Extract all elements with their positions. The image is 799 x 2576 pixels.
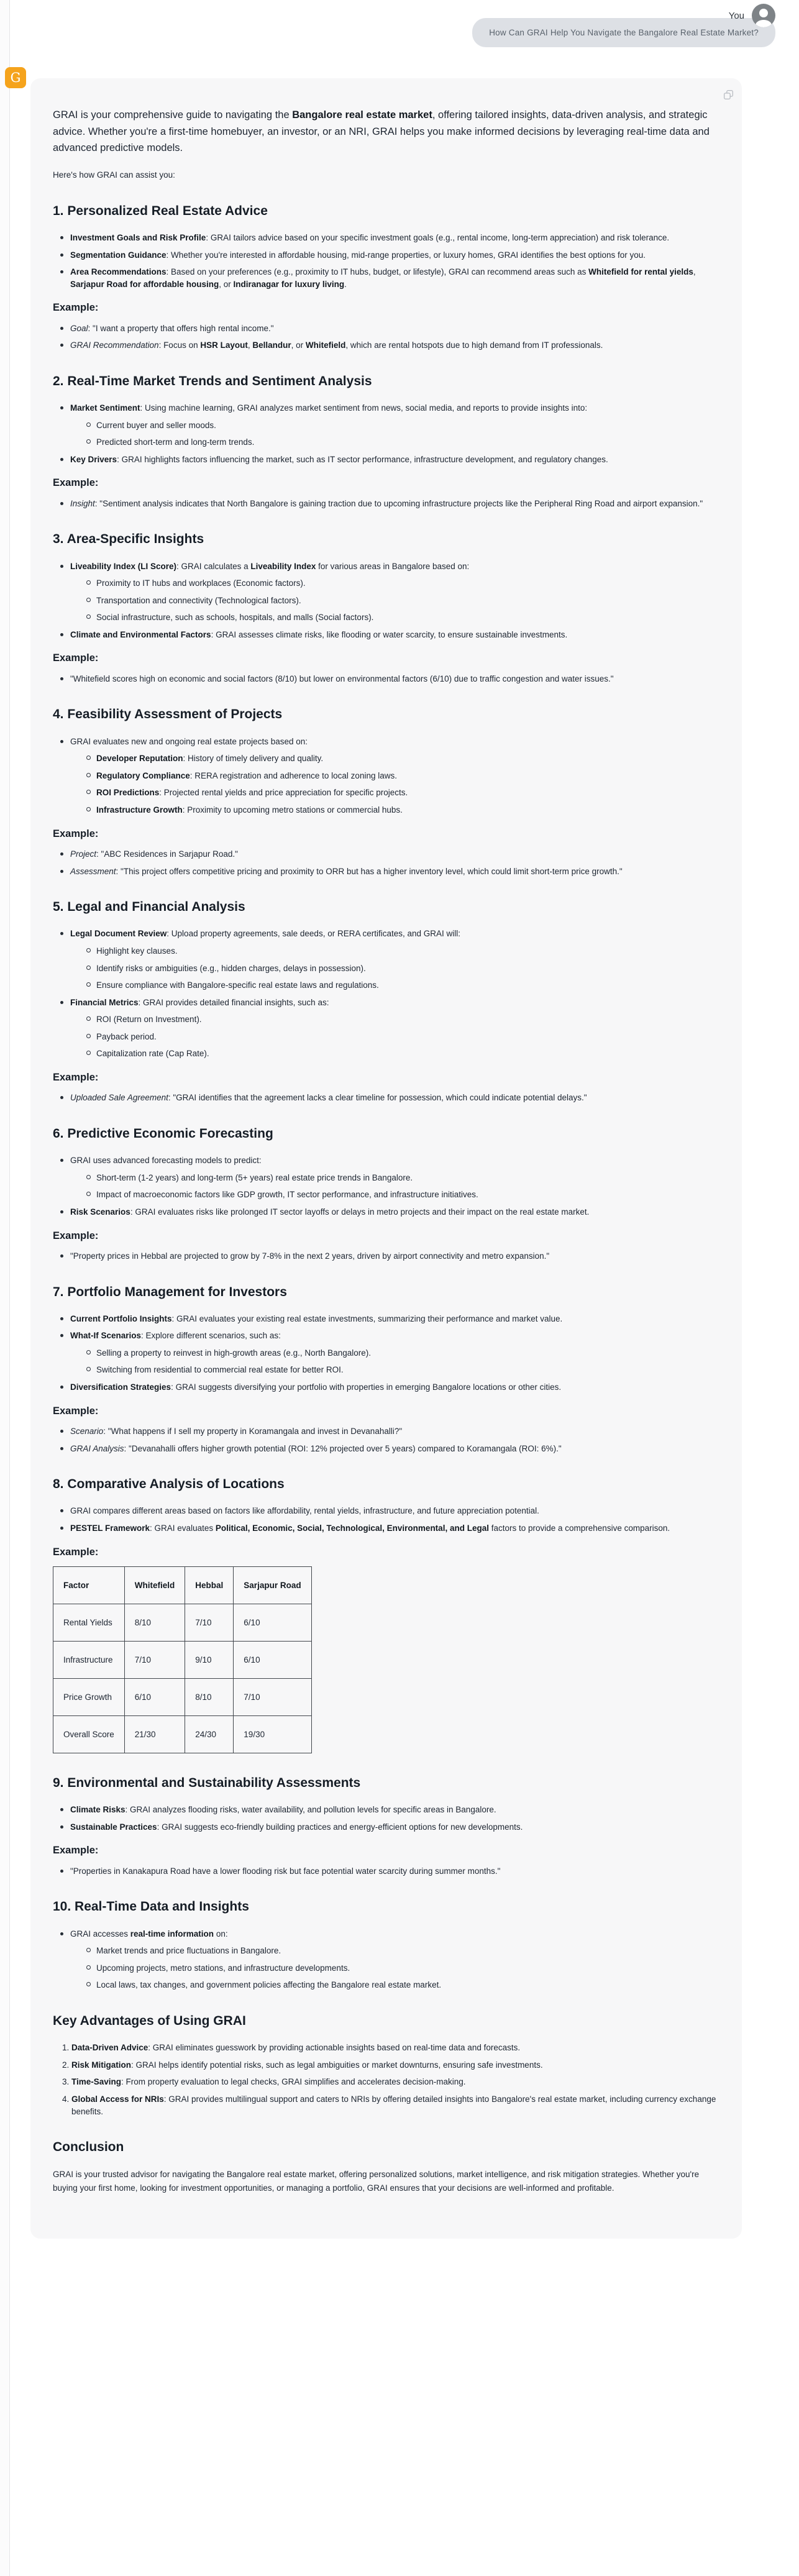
example-label: Example:	[53, 1845, 99, 1857]
bullet-list-level-2	[70, 419, 719, 449]
text-run: GRAI accesses	[70, 1929, 130, 1939]
text-run: GRAI compares different areas based on factors like affordability, rental yields, infrastructure, and future appreciation potential.	[70, 1506, 539, 1516]
list-item	[70, 249, 719, 262]
example-label: Example:	[53, 1230, 99, 1241]
text-run: Assessment	[70, 866, 116, 876]
bullet-list-level-1	[53, 560, 719, 641]
assistant-message	[0, 70, 799, 2239]
text-run: Project	[70, 849, 97, 859]
comparison-table	[53, 1566, 312, 1753]
text-run: Global Access for NRIs	[71, 2094, 164, 2104]
list-item	[96, 752, 719, 765]
text-run: Data-Driven Advice	[71, 2043, 148, 2053]
text-run: Market trends and price fluctuations in Bangalore.	[96, 1946, 281, 1956]
list-item	[96, 1945, 719, 1957]
list-item	[96, 1347, 719, 1359]
advantage-item	[71, 2059, 719, 2071]
text-run: : GRAI evaluates risks like prolonged IT sector layoffs or delays in metro projects and their impact on the real estate market.	[130, 1207, 590, 1217]
text-run: : GRAI helps identify potential risks, such as legal ambiguities or market downturns, ensuring safe investments.	[131, 2060, 543, 2070]
text-run: "Property prices in Hebbal are projected to grow by 7-8% in the next 2 years, driven by airport connectivity and metro expansion."	[70, 1251, 550, 1261]
text-run: Time-Saving	[71, 2077, 122, 2087]
bullet-list-level-2	[70, 1945, 719, 1991]
bullet-list-level-2	[70, 945, 719, 992]
list-item	[70, 560, 719, 624]
text-run: : GRAI eliminates guesswork by providing actionable insights based on real-time data and forecasts.	[148, 2043, 521, 2053]
table-cell: Infrastructure	[53, 1642, 125, 1679]
example-label: Example:	[53, 477, 99, 489]
list-item	[70, 673, 719, 685]
bullet-list-level-2	[70, 752, 719, 816]
text-run: Switching from residential to commercial real estate for better ROI.	[96, 1365, 344, 1375]
text-run: Risk Scenarios	[70, 1207, 130, 1217]
text-run: : History of timely delivery and quality.	[183, 754, 324, 764]
list-item	[96, 1172, 719, 1184]
text-run: ,	[693, 267, 696, 277]
text-run: Social infrastructure, such as schools, hospitals, and malls (Social factors).	[96, 613, 374, 623]
list-item	[96, 1979, 719, 1991]
table-row	[53, 1716, 312, 1753]
user-label: You	[728, 10, 744, 21]
bullet-list-level-1	[53, 1865, 719, 1878]
text-run: Key Drivers	[70, 454, 117, 464]
text-run: Area Recommendations	[70, 267, 167, 277]
list-item	[96, 979, 719, 992]
grai-avatar	[5, 67, 26, 88]
list-item	[96, 419, 719, 432]
assistant-response-card	[30, 78, 742, 2239]
intro-paragraph	[53, 107, 719, 157]
text-run: Whitefield for rental yields	[588, 267, 693, 277]
list-item	[70, 928, 719, 991]
list-item	[70, 402, 719, 449]
text-run: : GRAI evaluates	[150, 1523, 216, 1533]
list-item	[70, 1154, 719, 1201]
text-run: : "ABC Residences in Sarjapur Road."	[96, 849, 238, 859]
text-run: : Using machine learning, GRAI analyzes market sentiment from news, social media, and reports to provide insights into:	[140, 403, 588, 413]
text-run: Investment Goals and Risk Profile	[70, 233, 206, 243]
section-heading: 10. Real-Time Data and Insights	[53, 1899, 249, 1914]
list-item	[96, 1013, 719, 1026]
text-run: Developer Reputation	[96, 754, 183, 764]
list-item	[70, 322, 719, 335]
section-heading: 5. Legal and Financial Analysis	[53, 900, 245, 915]
text-run: Segmentation Guidance	[70, 250, 167, 260]
text-run: Transportation and connectivity (Technological factors).	[96, 595, 301, 605]
bullet-list-level-1	[53, 1154, 719, 1218]
list-item	[70, 629, 719, 641]
text-run: : "Sentiment analysis indicates that North Bangalore is gaining traction due to upcoming infrastructure projects like the Peripheral Ring Road and airport expansion."	[94, 498, 703, 508]
bullet-list-level-2	[70, 577, 719, 624]
text-run: , or	[291, 340, 306, 350]
text-run: : Projected rental yields and price appreciation for specific projects.	[159, 788, 408, 798]
text-run: GRAI is your trusted advisor for navigating the Bangalore real estate market, offering personalized solutions, market intelligence, and risk mitigation strategies. Whether you're buying your first home, looking for investment opportunities, or managing a portfolio, GRAI ensures that your decisions are well-informed and profitable.	[53, 2170, 700, 2193]
text-run: HSR Layout	[200, 340, 248, 350]
table-cell: 8/10	[185, 1679, 234, 1716]
text-run: : GRAI highlights factors influencing the market, such as IT sector performance, infrastructure development, and regulatory changes.	[117, 454, 608, 464]
text-run: Whitefield	[305, 340, 346, 350]
table-row	[53, 1604, 312, 1642]
list-item	[70, 1092, 719, 1104]
text-run: , or	[219, 279, 234, 289]
text-run: .	[344, 279, 347, 289]
user-message-header	[0, 4, 799, 27]
text-run: Indiranagar for luxury living	[233, 279, 345, 289]
person-icon	[756, 20, 772, 27]
bullet-list-level-1	[53, 1928, 719, 1991]
bullet-list-level-1	[53, 402, 719, 465]
text-run: : From property evaluation to legal checks, GRAI simplifies and accelerates decision-making.	[121, 2077, 466, 2087]
section-heading: 8. Comparative Analysis of Locations	[53, 1477, 285, 1492]
text-run: Short-term (1-2 years) and long-term (5+ years) real estate price trends in Bangalore.	[96, 1172, 413, 1182]
bullet-list-level-1	[53, 1505, 719, 1534]
bullet-list-level-1	[53, 498, 719, 510]
list-item	[70, 454, 719, 466]
text-run: Political, Economic, Social, Technological, Environmental, and Legal	[215, 1523, 489, 1533]
list-item	[70, 1804, 719, 1816]
text-run: Local laws, tax changes, and government policies affecting the Bangalore real estate market.	[96, 1980, 442, 1990]
bullet-list-level-1	[53, 1313, 719, 1394]
text-run: "Properties in Kanakapura Road have a lower flooding risk but face potential water scarcity during summer months."	[70, 1866, 501, 1876]
text-run: real-time information	[130, 1929, 214, 1939]
table-cell: Rental Yields	[53, 1604, 125, 1642]
advantage-item	[71, 2093, 719, 2117]
table-header-cell: Hebbal	[185, 1567, 234, 1604]
text-run: GRAI evaluates new and ongoing real estate projects based on:	[70, 736, 308, 746]
bullet-list-level-1	[53, 322, 719, 352]
list-item	[70, 997, 719, 1060]
list-item	[96, 577, 719, 590]
text-run: : GRAI tailors advice based on your specific investment goals (e.g., rental income, long-term appreciation) and risk tolerance.	[206, 233, 670, 243]
table-cell: Overall Score	[53, 1716, 125, 1753]
section-heading: 2. Real-Time Market Trends and Sentiment Analysis	[53, 373, 372, 388]
text-run: factors to provide a comprehensive comparison.	[488, 1523, 670, 1533]
list-item	[70, 1522, 719, 1535]
assist-line: Here's how GRAI can assist you:	[53, 170, 175, 180]
grai-avatar-letter: G	[10, 70, 21, 85]
text-run: ROI (Return on Investment).	[96, 1015, 202, 1025]
text-run: What-If Scenarios	[70, 1331, 142, 1341]
text-run: "Whitefield scores high on economic and social factors (8/10) but lower on environmental factors (6/10) due to traffic congestion and water issues."	[70, 674, 614, 683]
user-avatar	[752, 4, 775, 27]
bullet-list-level-1	[53, 232, 719, 290]
text-run: Legal Document Review	[70, 929, 167, 939]
text-run: : GRAI evaluates your existing real estate investments, summarizing their performance and market value.	[171, 1313, 563, 1323]
table-header-cell: Whitefield	[124, 1567, 185, 1604]
list-item	[70, 1206, 719, 1218]
text-run: Uploaded Sale Agreement	[70, 1093, 168, 1103]
list-item	[70, 1865, 719, 1878]
list-item	[96, 1189, 719, 1201]
section-heading: 7. Portfolio Management for Investors	[53, 1284, 287, 1299]
example-label: Example:	[53, 652, 99, 664]
text-run: : Whether you're interested in affordable housing, mid-range properties, or luxury homes, GRAI identifies the best options for you.	[166, 250, 646, 260]
list-item	[96, 770, 719, 782]
text-run: PESTEL Framework	[70, 1523, 150, 1533]
example-label: Example:	[53, 1071, 99, 1083]
user-message-text: How Can GRAI Help You Navigate the Bangalore Real Estate Market?	[489, 28, 759, 37]
text-run: ,	[247, 340, 253, 350]
text-run: : Proximity to upcoming metro stations or commercial hubs.	[182, 805, 403, 815]
text-run: GRAI Recommendation	[70, 340, 159, 350]
text-run: , offering tailored insights, data-driven analysis, and strategic advice. Whether you're a first-time homebuyer, an investor, or an NRI, GRAI helps you make informed decisions by leveraging real-time data and advanced predictive models.	[53, 109, 710, 154]
section-heading: 1. Personalized Real Estate Advice	[53, 203, 268, 218]
table-cell: 6/10	[124, 1679, 185, 1716]
list-item	[70, 1330, 719, 1376]
table-cell: 7/10	[185, 1604, 234, 1642]
text-run: Risk Mitigation	[71, 2060, 132, 2070]
table-row	[53, 1679, 312, 1716]
table-cell: 7/10	[234, 1679, 311, 1716]
bullet-list-level-1	[53, 1250, 719, 1263]
conclusion-paragraph	[53, 2168, 719, 2195]
text-run: Climate and Environmental Factors	[70, 629, 211, 639]
list-item	[96, 1364, 719, 1376]
text-run: Payback period.	[96, 1031, 157, 1041]
list-item	[96, 945, 719, 957]
bullet-list-level-1	[53, 736, 719, 816]
bullet-list-level-1	[53, 673, 719, 685]
list-item	[96, 962, 719, 975]
table-cell: 21/30	[124, 1716, 185, 1753]
text-run: : GRAI assesses climate risks, like flooding or water scarcity, to ensure sustainable investments.	[211, 629, 568, 639]
bullet-list-level-1	[53, 1092, 719, 1104]
text-run: : "I want a property that offers high rental income."	[88, 323, 274, 333]
table-header-row	[53, 1567, 312, 1604]
text-run: : Based on your preferences (e.g., proximity to IT hubs, budget, or lifestyle), GRAI can recommend areas such as	[166, 267, 589, 277]
text-run: : GRAI calculates a	[176, 561, 251, 571]
list-item	[96, 611, 719, 624]
section-heading: 4. Feasibility Assessment of Projects	[53, 707, 283, 722]
list-item	[96, 1031, 719, 1043]
table-cell: 19/30	[234, 1716, 311, 1753]
text-run: on:	[214, 1929, 228, 1939]
text-run: : "Devanahalli offers higher growth potential (ROI: 12% projected over 5 years) compared to Koramangala (ROI: 6%)."	[124, 1443, 562, 1453]
text-run: Scenario	[70, 1427, 104, 1436]
response-content	[53, 107, 719, 2195]
table-cell: 7/10	[124, 1642, 185, 1679]
person-icon	[759, 9, 768, 17]
table-cell: Price Growth	[53, 1679, 125, 1716]
example-label: Example:	[53, 828, 99, 839]
text-run: Identify risks or ambiguities (e.g., hidden charges, delays in possession).	[96, 963, 366, 973]
table-cell: 9/10	[185, 1642, 234, 1679]
text-run: Liveability Index (LI Score)	[70, 561, 177, 571]
text-run: Market Sentiment	[70, 403, 140, 413]
text-run: : "GRAI identifies that the agreement lacks a clear timeline for possession, which could indicate potential delays."	[168, 1093, 587, 1103]
list-item	[70, 1250, 719, 1263]
advantage-item	[71, 2042, 719, 2054]
example-label: Example:	[53, 1546, 99, 1558]
text-run: Current buyer and seller moods.	[96, 420, 216, 430]
example-label: Example:	[53, 302, 99, 314]
section-heading: Key Advantages of Using GRAI	[53, 2014, 246, 2028]
list-item	[70, 1313, 719, 1325]
list-item	[70, 736, 719, 816]
list-item	[70, 848, 719, 861]
bullet-list-level-1	[53, 848, 719, 877]
text-run: Liveability Index	[250, 561, 316, 571]
text-run: : GRAI provides detailed financial insights, such as:	[138, 997, 329, 1007]
text-run: : GRAI analyzes flooding risks, water availability, and pollution levels for specific areas in Bangalore.	[125, 1805, 496, 1815]
bullet-list-level-1	[53, 1425, 719, 1455]
section-heading: 6. Predictive Economic Forecasting	[53, 1126, 273, 1141]
list-item	[70, 232, 719, 244]
text-run: Highlight key clauses.	[96, 946, 178, 956]
list-item	[70, 498, 719, 510]
text-run: for various areas in Bangalore based on:	[316, 561, 470, 571]
list-item	[70, 1381, 719, 1394]
table-cell: 8/10	[124, 1604, 185, 1642]
list-item	[96, 1962, 719, 1975]
text-run: Current Portfolio Insights	[70, 1313, 172, 1323]
text-run: : GRAI suggests diversifying your portfolio with properties in emerging Bangalore locations or other cities.	[171, 1382, 562, 1392]
table-cell: 24/30	[185, 1716, 234, 1753]
bullet-list-level-1	[53, 928, 719, 1060]
advantages-list	[53, 2042, 719, 2117]
table-row	[53, 1642, 312, 1679]
text-run: Capitalization rate (Cap Rate).	[96, 1049, 209, 1059]
text-run: ROI Predictions	[96, 788, 160, 798]
list-item	[70, 1821, 719, 1834]
bullet-list-level-2	[70, 1347, 719, 1376]
list-item	[70, 1443, 719, 1455]
text-run: Selling a property to reinvest in high-growth areas (e.g., North Bangalore).	[96, 1348, 371, 1358]
list-item	[70, 266, 719, 290]
section-heading: Conclusion	[53, 2140, 124, 2155]
text-run: Predicted short-term and long-term trends.	[96, 437, 255, 447]
text-run: Sustainable Practices	[70, 1822, 157, 1832]
list-item	[96, 595, 719, 607]
text-run: : "What happens if I sell my property in Koramangala and invest in Devanahalli?"	[103, 1427, 403, 1436]
text-run: Diversification Strategies	[70, 1382, 171, 1392]
text-run: Proximity to IT hubs and workplaces (Economic factors).	[96, 578, 306, 588]
text-run: Upcoming projects, metro stations, and infrastructure developments.	[96, 1963, 350, 1973]
text-run: Insight	[70, 498, 95, 508]
list-item	[96, 787, 719, 799]
text-run: : "This project offers competitive pricing and proximity to ORR but has a higher inventory level, which could limit short-term price growth."	[116, 866, 623, 876]
section-heading: 9. Environmental and Sustainability Assessments	[53, 1776, 361, 1791]
table-cell: 6/10	[234, 1604, 311, 1642]
text-run: : Explore different scenarios, such as:	[141, 1331, 281, 1341]
text-run: Infrastructure Growth	[96, 805, 183, 815]
list-item	[70, 1928, 719, 1991]
text-run: Climate Risks	[70, 1805, 126, 1815]
list-item	[70, 1425, 719, 1438]
list-item	[70, 1505, 719, 1517]
copy-icon	[723, 89, 736, 101]
text-run: GRAI Analysis	[70, 1443, 124, 1453]
copy-button[interactable]	[723, 88, 736, 101]
text-run: Financial Metrics	[70, 997, 139, 1007]
text-run: Sarjapur Road for affordable housing	[70, 279, 219, 289]
example-label: Example:	[53, 1405, 99, 1417]
text-run: Regulatory Compliance	[96, 770, 190, 780]
table-header-cell: Factor	[53, 1567, 125, 1604]
text-run: GRAI is your comprehensive guide to navigating the	[53, 109, 293, 121]
text-run: : RERA registration and adherence to local zoning laws.	[189, 770, 397, 780]
section-heading: 3. Area-Specific Insights	[53, 532, 204, 547]
list-item	[96, 1048, 719, 1060]
text-run: Goal	[70, 323, 88, 333]
text-run: : GRAI provides multilingual support and caters to NRIs by offering detailed insights into Bangalore's real estate market, including currency exchange benefits.	[71, 2094, 716, 2116]
table-cell: 6/10	[234, 1642, 311, 1679]
text-run: : Upload property agreements, sale deeds, or RERA certificates, and GRAI will:	[167, 929, 461, 939]
text-run: Bellandur	[252, 340, 291, 350]
text-run: : Focus on	[158, 340, 201, 350]
table-header-cell: Sarjapur Road	[234, 1567, 311, 1604]
text-run: Ensure compliance with Bangalore-specific real estate laws and regulations.	[96, 980, 379, 990]
bullet-list-level-1	[53, 1804, 719, 1833]
text-run: GRAI uses advanced forecasting models to predict:	[70, 1156, 262, 1166]
list-item	[70, 339, 719, 352]
advantage-item	[71, 2076, 719, 2088]
text-run: Bangalore real estate market	[292, 109, 432, 121]
text-run: Impact of macroeconomic factors like GDP growth, IT sector performance, and infrastructure initiatives.	[96, 1190, 478, 1200]
text-run: , which are rental hotspots due to high demand from IT professionals.	[345, 340, 603, 350]
list-item	[96, 436, 719, 449]
text-run: : GRAI suggests eco-friendly building practices and energy-efficient options for new developments.	[157, 1822, 523, 1832]
list-item	[96, 804, 719, 816]
bullet-list-level-2	[70, 1013, 719, 1060]
list-item	[70, 866, 719, 878]
bullet-list-level-2	[70, 1172, 719, 1201]
